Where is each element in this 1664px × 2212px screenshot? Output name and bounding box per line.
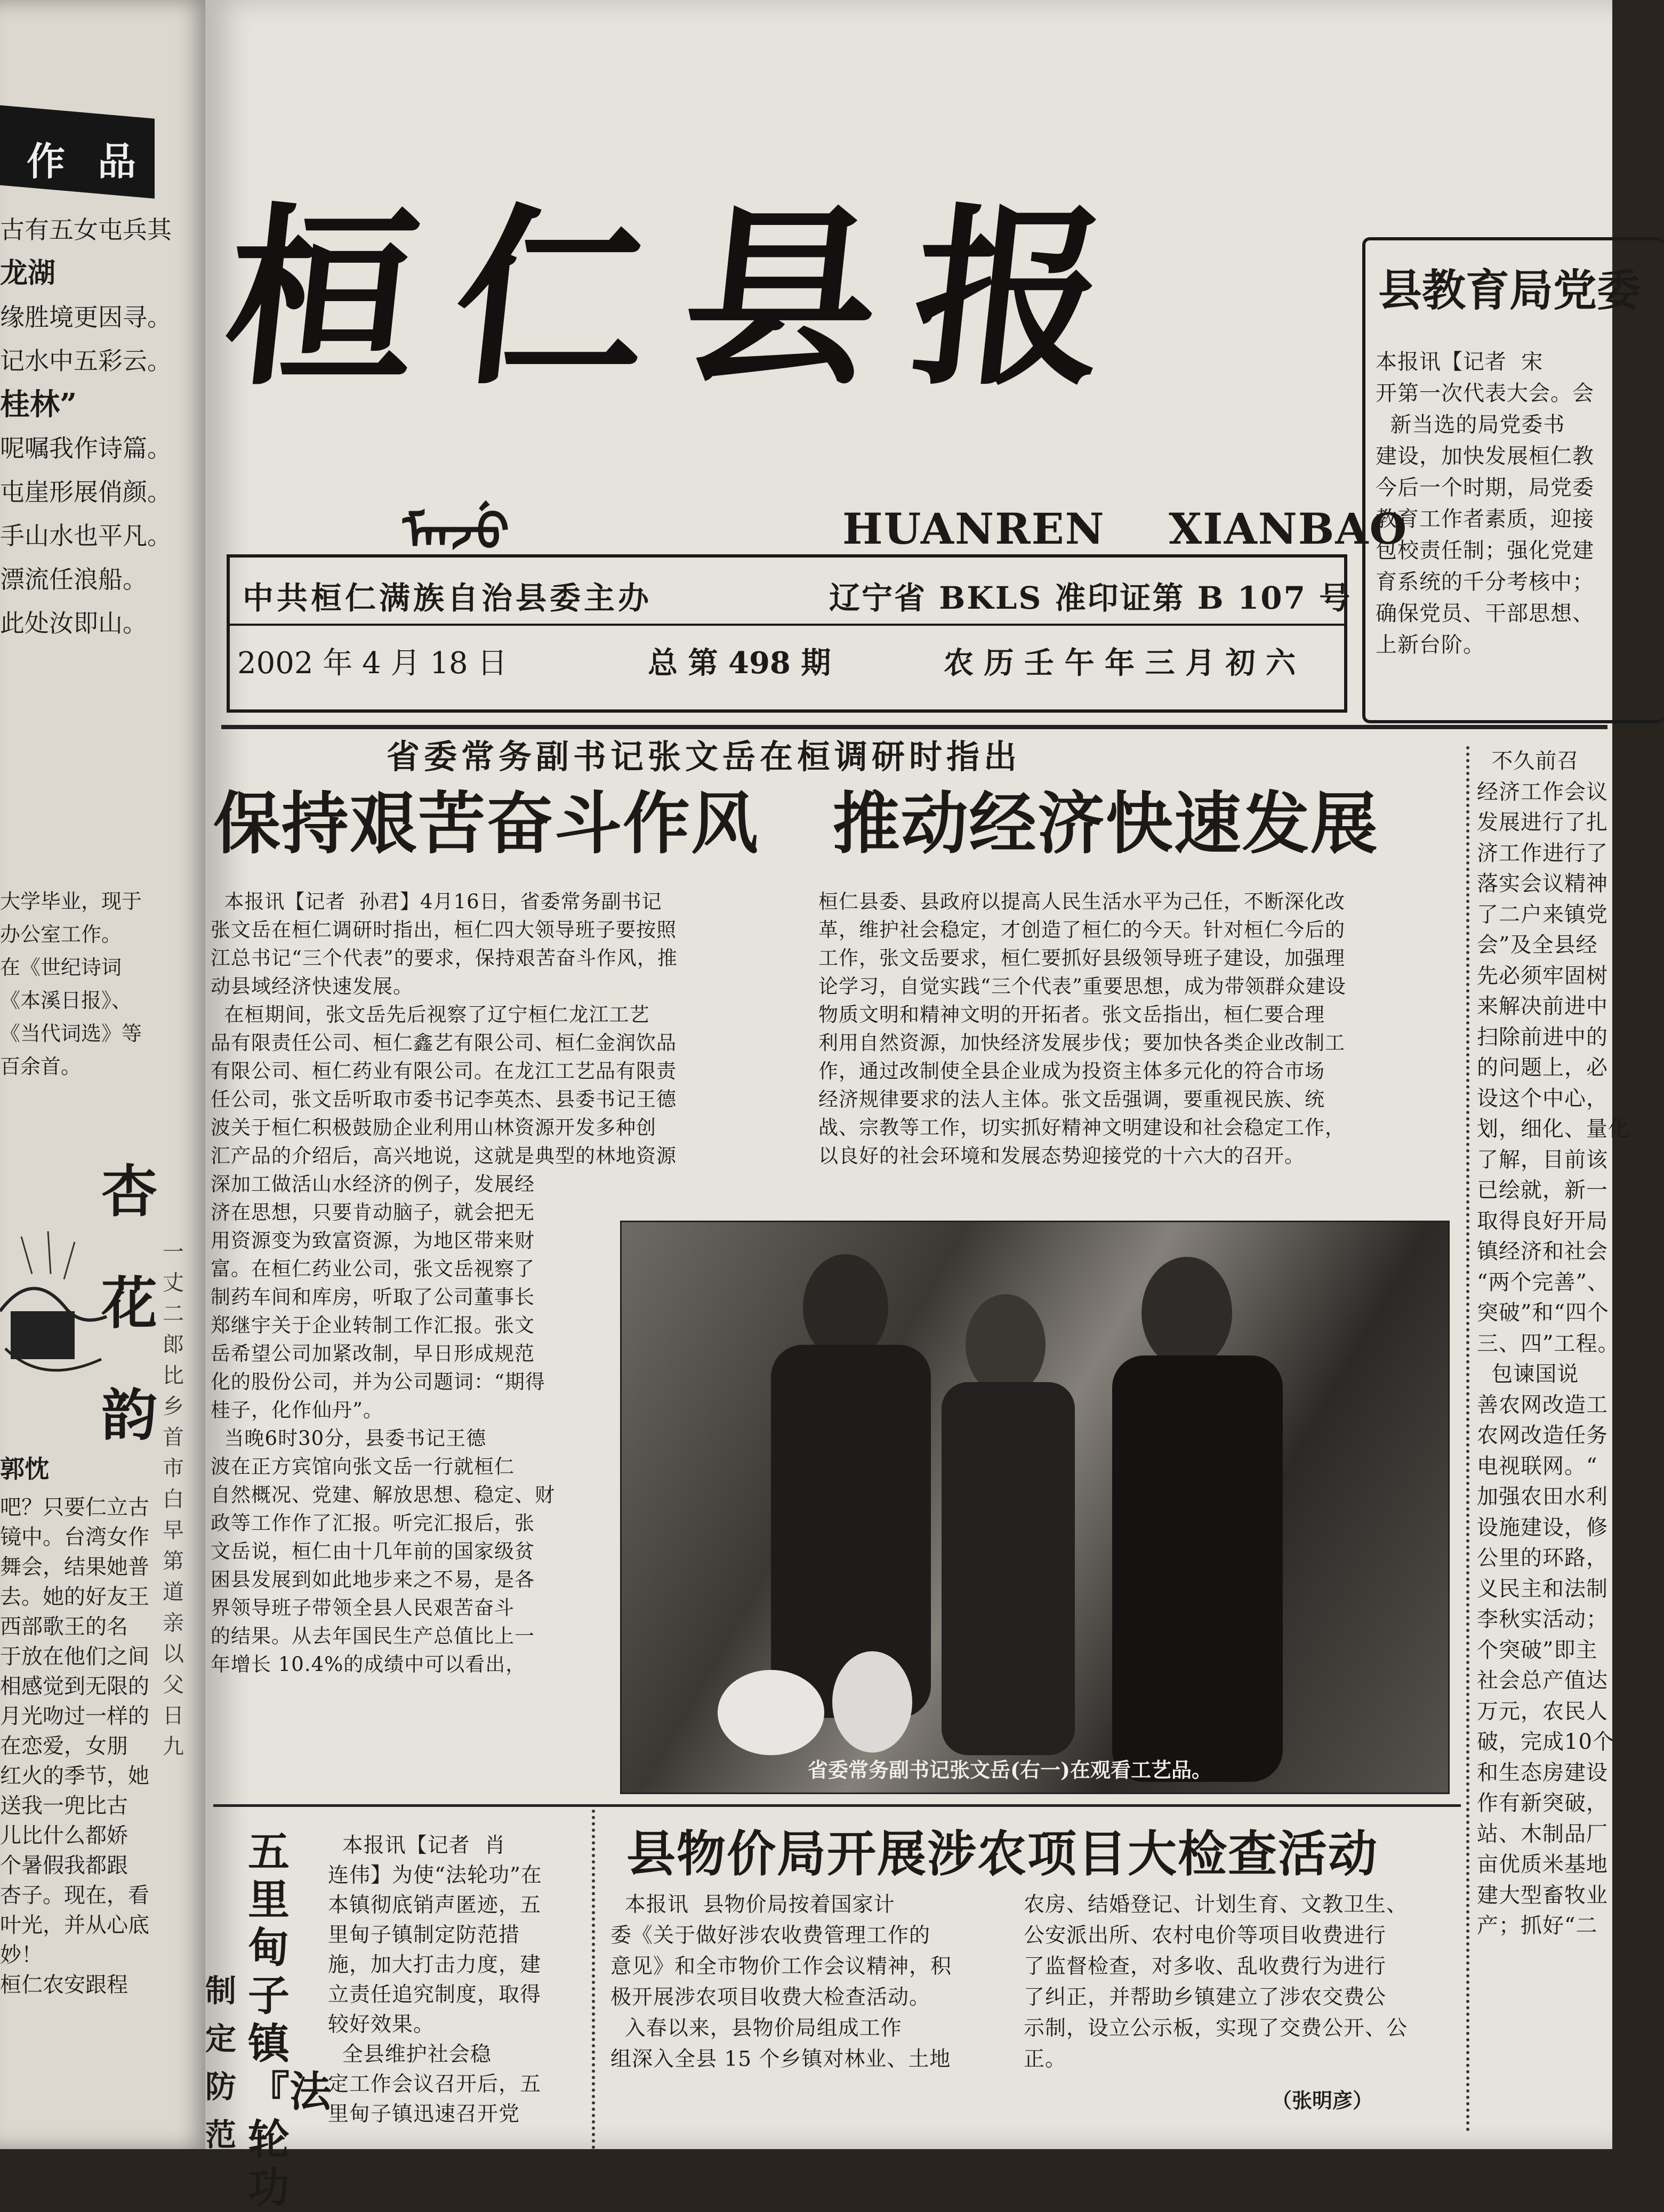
lead-headline: 保持艰苦奋斗作风 推动经济快速发展 — [213, 785, 1379, 863]
bio-line: 《当代词选》等 — [0, 1022, 142, 1045]
poem-body-line: 西部歌王的名 — [0, 1614, 128, 1639]
bio-line: 大学毕业，现于 — [0, 890, 142, 913]
price-headline: 县物价局开展涉农项目大检查活动 — [626, 1826, 1379, 1883]
wuli-story-body: 本报讯【记者 肖 连伟】为使“法轮功”在 本镇彻底销声匿迹，五 里甸子镇制定防范措 施，加大打击力度，建 立责任追究制度，取得 较好效果。 全县维护社会稳 定工作会议召开后，五 里甸子镇迅速召开党 — [328, 1834, 542, 2126]
front-page — [205, 0, 1641, 2212]
poem-line: 此处汝即山。 — [0, 609, 147, 637]
poem-line: 漂流任浪船。 — [0, 565, 147, 594]
poem-body-line: 舞会，结果她普 — [0, 1555, 149, 1579]
info-box-divider — [227, 624, 1344, 626]
permit-line: 辽宁省 BKLS 准印证第 B 107 号 — [829, 580, 1352, 616]
masthead-rule — [221, 725, 1607, 729]
poem-line: 龙湖 — [0, 257, 56, 289]
column-divider-right — [1466, 746, 1469, 2132]
masthead-title: 桓仁县报 — [214, 185, 1156, 411]
photo-figures-icon — [622, 1222, 1448, 1793]
author-bio — [0, 885, 176, 1083]
poem-line: 缘胜境更因寻。 — [0, 303, 172, 332]
masthead-pinyin: HUANREN XIANBAO — [842, 504, 1408, 554]
poem-body-line: 妙！ — [0, 1943, 43, 1967]
issue-date: 2002 年 4 月 18 日 — [237, 646, 508, 681]
poem-author: 郭忱 — [0, 1455, 49, 1483]
title-char: 花 — [101, 1270, 158, 1336]
poem-body-line: 叶光，并从心底 — [0, 1913, 149, 1937]
poem-body-line: 红火的季节，她 — [0, 1764, 149, 1788]
side-news-body: 本报讯【记者 宋 开第一次代表大会。会 新当选的局党委书 建设，加快发展桓仁教 今后一个时期，局党委 教育工作者素质，迎接 包校责任制；强化党建 育系统的千分考核中； 确保党员、干部思想、 上新台阶。 — [1376, 350, 1594, 657]
poem-body-line: 儿比什么都娇 — [0, 1823, 128, 1848]
poem-line: 记水中五彩云。 — [0, 346, 172, 375]
poem-body-line: 吧？只要仁立古 — [0, 1495, 149, 1520]
poem-body-line: 月光吻过一样的 — [0, 1704, 149, 1729]
masthead-manchu-script: ᠮᠠᠨᠵᡠ — [403, 504, 510, 561]
price-story-column-1: 本报讯 县物价局按着国家计 委《关于做好涉农收费管理工作的 意见》和全市物价工作会议精神，积 极开展涉农项目收费大检查活动。 入春以来，县物价局组成工作 组深入全县 15 个乡镇对林业、土地 — [610, 1893, 952, 2071]
side-news-title: 县教育局党委 — [1378, 265, 1641, 316]
poem-body-line: 送我一兜比古 — [0, 1794, 128, 1818]
vertical-strip-text: 一丈二郎 比乡 首 市 白 早 第 道 亲 以 父 日 九 — [163, 1240, 184, 1759]
left-poem-lines — [0, 208, 203, 645]
bio-line: 百余首。 — [0, 1055, 82, 1078]
column-divider-mid — [592, 1810, 595, 2149]
poem-line: 呢嘱我作诗篇。 — [0, 434, 172, 463]
section-rule-bottom — [213, 1804, 1461, 1807]
poem-body — [0, 1492, 160, 2000]
issue-number: 总 第 498 期 — [648, 645, 831, 681]
title-char: 杏 — [101, 1158, 158, 1224]
wuli-vertical-subheadline: 制定防范 — [205, 1973, 237, 2153]
poem-line: 屯崖形展俏颜。 — [0, 478, 172, 506]
title-char: 韵 — [101, 1382, 158, 1448]
sponsor-line: 中共桓仁满族自治县委主办 — [243, 580, 653, 616]
poem-body-line: 于放在他们之间 — [0, 1644, 149, 1669]
poem-line: 古有五女屯兵其 — [0, 215, 172, 244]
poem-body-line: 桓仁农安跟程 — [0, 1973, 128, 1997]
right-column-story: 不久前召 经济工作会议 发展进行了扎 济工作进行了 落实会议精神 了二户来镇党 会”及全县经 先必须牢固树 来解决前进中 扫除前进中的 的问题上，必 设这个中心， 划，细化、量化 了解，目前该 已绘就，新一 取得良好开局 镇经济和社会 “两个完善”、 突破”和“四个 三、四”工程。 包谏国说 善农网改造工 农网改造任务 电视联网。“ 加强农田水利 设施建设，修 公里的环路， 义民主和法制 李秋实活动； 个突破”即主 社会总产值达 万元，农民人 破，完成10个 和生态房建设 作有新突破， 站、木制品厂 亩优质米基地 建大型畜牧业 产；抓好“二 — [1477, 749, 1630, 1938]
poem-title — [101, 1135, 157, 1471]
poem-body-line: 镜中。台湾女作 — [0, 1525, 149, 1549]
bio-line: 办公室工作。 — [0, 923, 122, 946]
poem-body-line: 在恋爱，女朋 — [0, 1734, 128, 1758]
lead-story-column-1: 本报讯【记者 孙君】4月16日，省委常务副书记 张文岳在桓仁调研时指出，桓仁四大领导班子要按照 江总书记“三个代表”的要求，保持艰苦奋斗作风，推 动县域经济快速发展。 在桓期间，张文岳先后视察了辽宁桓仁龙江工艺 品有限责任公司、桓仁鑫艺有限公司、桓仁金润饮品 有限公司、桓仁药业有限公司。在龙江工艺品有限责 任公司，张文岳听取市委书记李英杰、县委书记王德 波关于桓仁积极鼓励企业利用山林资源开发多种创 汇产品的介绍后，高兴地说，这就是典型的林地资源 深加工做活山水经济的例子，发展经 济在思想，只要肯动脑子，就会把无 用资源变为致富资源，为地区带来财 富。在桓仁药业公司，张文岳视察了 制药车间和库房，听取了公司董事长 郑继宇关于企业转制工作汇报。张文 岳希望公司加紧改制，早日形成规范 化的股份公司，并为公司题词：“期得 桂子，化作仙丹”。 当晚6时30分，县委书记王德 波在正方宾馆向张文岳一行就桓仁 自然概况、党建、解放思想、稳定、财 政等工作作了汇报。听完汇报后，张 文岳说，桓仁由十几年前的国家级贫 困县发展到如此地步来之不易，是各 界领导班子带领全县人民艰苦奋斗 的结果。从去年国民生产总值比上一 年增长 10.4%的成绩中可以看出， — [211, 890, 678, 1676]
poem-body-line: 去。她的好友王 — [0, 1585, 149, 1609]
section-tag-label: 作 品 — [27, 139, 146, 184]
apricot-illustration-icon — [0, 1226, 107, 1386]
poem-body-line: 相感觉到无限的 — [0, 1674, 149, 1699]
lead-kicker: 省委常务副书记张文岳在桓调研时指出 — [387, 737, 1022, 776]
lunar-date: 农 历 壬 午 年 三 月 初 六 — [944, 645, 1296, 681]
lead-story-column-2: 桓仁县委、县政府以提高人民生活水平为己任，不断深化改 革，维护社会稳定，才创造了桓仁的今天。针对桓仁今后的 工作，张文岳要求，桓仁要抓好县级领导班子建设，加强理 论学习，自觉实践“三个代表”重要思想，成为带领群众建设 物质文明和精神文明的开拓者。张文岳指出，桓仁要合理 利用自然资源，加快经济发展步伐；要加快各类企业改制工 作，通过改制使全县企业成为投资主体多元化的符合市场 经济规律要求的法人主体。张文岳强调，要重视民族、统 战、宗教等工作，切实抓好精神文明建设和社会稳定工作， 以良好的社会环境和发展态势迎接党的十六大的召开。 — [818, 890, 1346, 1167]
news-photo — [620, 1221, 1450, 1794]
poem-line: 手山水也平凡。 — [0, 521, 172, 550]
price-story-author: （张明彦） — [1272, 2088, 1373, 2112]
price-story-column-2: 农房、结婚登记、计划生育、文教卫生、 公安派出所、农村电价等项目收费进行 了监督检查，对多收、乱收费行为进行 了纠正，并帮助乡镇建立了涉农交费公 示制，设立公示板，实现了交费公开、公 正。 — [1024, 1893, 1408, 2071]
wuli-vertical-headline: 五里甸子镇『法轮功 — [248, 1828, 332, 2212]
poem-body-line: 杏子。现在，看 — [0, 1883, 149, 1908]
left-facing-page — [0, 0, 213, 2149]
photo-caption: 省委常务副书记张文岳(右一)在观看工艺品。 — [808, 1758, 1212, 1782]
bio-line: 《本溪日报》、 — [0, 989, 132, 1012]
bio-line: 在《世纪诗词 — [0, 956, 122, 979]
poem-line: 桂林” — [0, 387, 77, 422]
poem-body-line: 个暑假我都跟 — [0, 1853, 128, 1878]
